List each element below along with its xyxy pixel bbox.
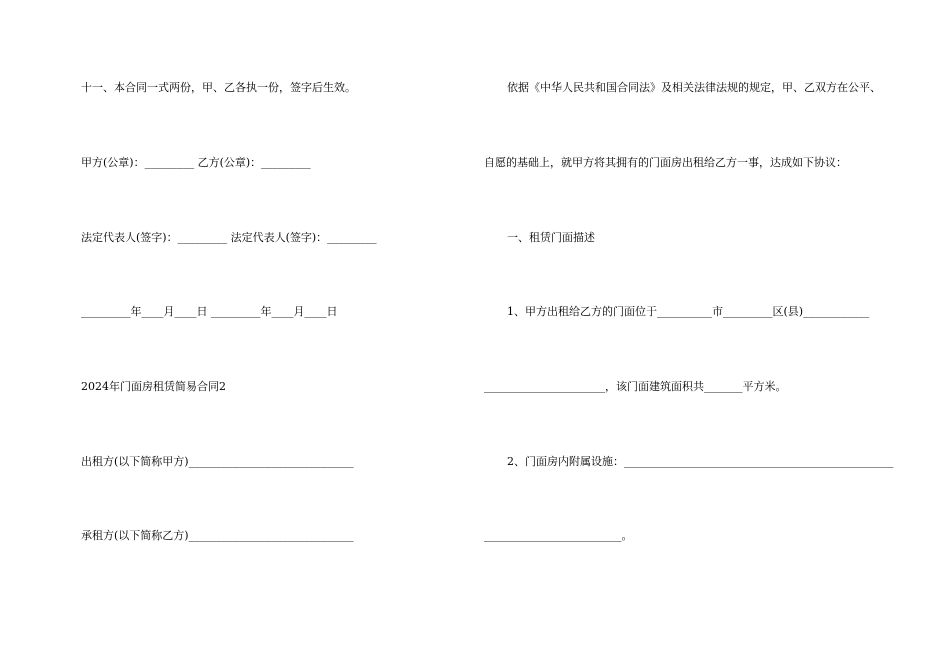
lessee-line: 承租方(以下简称乙方)______________________________ [81,529,354,542]
item-area: ______________________，该门面建筑面积共_______平方米。 [484,380,787,393]
lessor-line: 出租方(以下简称甲方)______________________________ [81,455,354,468]
section-heading: 一、租赁门面描述 [507,231,595,244]
item-facilities: 2、门面房内附属设施：_________________________________________________ [507,455,894,468]
preamble-line-2: 自愿的基础上，就甲方将其拥有的门面房出租给乙方一事，达成如下协议： [484,156,847,169]
legal-rep-signature-line: 法定代表人(签字)：_________ 法定代表人(签字)：_________ [81,231,377,244]
party-seal-line: 甲方(公章)：_________ 乙方(公章)：_________ [81,156,311,169]
clause-eleven: 十一、本合同一式两份，甲、乙各执一份，签字后生效。 [81,81,356,94]
preamble-line-1: 依据《中华人民共和国合同法》及相关法律法规的规定，甲、乙双方在公平、 [507,81,881,94]
contract-title: 2024年门面房租赁简易合同2 [81,380,226,393]
item-facilities-cont: _________________________。 [484,529,633,542]
date-line: _________年____月____日 _________年____月____日 [81,305,338,318]
item-location: 1、甲方出租给乙方的门面位于__________市_________区(县)____________ [507,305,870,318]
